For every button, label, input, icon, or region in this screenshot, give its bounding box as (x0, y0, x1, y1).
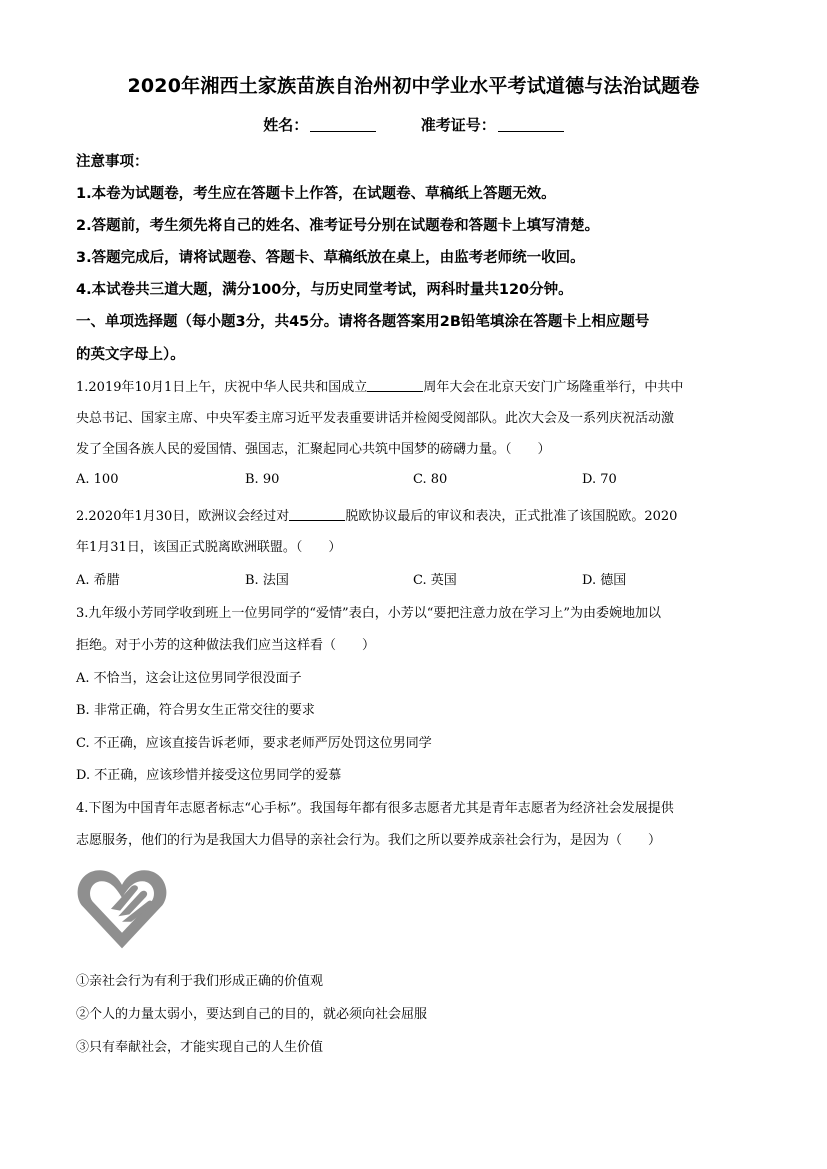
statement-2: ②个人的力量太弱小，要达到自己的目的，就必须向社会屈服 (76, 1007, 428, 1022)
question-1: 1.2019年10月1日上午，庆祝中华人民共和国成立 周年大会在北京天安门广场隆重举行，中共中 (76, 380, 684, 395)
name-blank[interactable] (310, 117, 376, 132)
q1-option-a[interactable]: A. 100 (76, 472, 119, 487)
q1-option-d[interactable]: D. 70 (582, 472, 617, 487)
heart-hand-icon (76, 861, 168, 953)
q1-blank (367, 379, 423, 392)
note-item: 4.本试卷共三道大题，满分100分，与历史同堂考试，两科时量共120分钟。 (76, 282, 573, 298)
section-heading-cont: 的英文字母上）。 (76, 347, 185, 363)
q1-option-c[interactable]: C. 80 (413, 472, 448, 487)
q3-option-c[interactable]: C. 不正确，应该直接告诉老师，要求老师严厉处罚这位男同学 (76, 736, 432, 751)
id-label: 准考证号： (420, 116, 496, 134)
q3-option-d[interactable]: D. 不正确，应该珍惜并接受这位男同学的爱慕 (76, 768, 342, 783)
question-3-line: 拒绝。对于小芳的这种做法我们应当这样看（ ） (76, 638, 376, 653)
q3-option-a[interactable]: A. 不恰当，这会让这位男同学很没面子 (76, 671, 302, 686)
id-blank[interactable] (498, 117, 564, 132)
q1-option-b[interactable]: B. 90 (245, 472, 280, 487)
q2-blank (289, 508, 345, 521)
name-label: 姓名： (263, 116, 309, 134)
exam-title: 2020年湘西土家族苗族自治州初中学业水平考试道德与法治试题卷 (127, 75, 700, 97)
note-item: 3.答题完成后，请将试题卷、答题卡、草稿纸放在桌上，由监考老师统一收回。 (76, 250, 585, 266)
question-2: 2.2020年1月30日，欧洲议会经过对 脱欧协议最后的审议和表决，正式批准了该国脱欧。2020 (76, 509, 678, 524)
question-2-line: 年1月31日，该国正式脱离欧洲联盟。（ ） (76, 540, 342, 555)
candidate-info (0, 114, 827, 135)
section-heading: 一、单项选择题（每小题3分，共45分。请将各题答案用2B铅笔填涂在答题卡上相应题号 (76, 314, 650, 330)
question-4: 4.下图为中国青年志愿者标志“心手标”。我国每年都有很多志愿者尤其是青年志愿者为经济社会发展提供 (76, 801, 674, 816)
note-item: 2.答题前，考生须先将自己的姓名、准考证号分别在试题卷和答题卡上填写清楚。 (76, 218, 600, 234)
q2-option-c[interactable]: C. 英国 (413, 573, 457, 588)
question-4-line: 志愿服务，他们的行为是我国大力倡导的亲社会行为。我们之所以要养成亲社会行为，是因为（ ） (76, 833, 662, 848)
note-item: 1.本卷为试题卷，考生应在答题卡上作答，在试题卷、草稿纸上答题无效。 (76, 186, 556, 202)
statement-1: ①亲社会行为有利于我们形成正确的价值观 (76, 974, 324, 989)
question-3: 3.九年级小芳同学收到班上一位男同学的“爱情”表白，小芳以“要把注意力放在学习上”为由委婉地加以 (76, 606, 661, 621)
q3-option-b[interactable]: B. 非常正确，符合男女生正常交往的要求 (76, 703, 315, 718)
question-1-line: 央总书记、国家主席、中央军委主席习近平发表重要讲话并检阅受阅部队。此次大会及一系列庆祝活动激 (76, 411, 675, 426)
question-1-line: 发了全国各族人民的爱国情、强国志，汇聚起同心共筑中国梦的磅礴力量。（ ） (76, 442, 551, 457)
statement-3: ③只有奉献社会，才能实现自己的人生价值 (76, 1040, 324, 1055)
notes-heading: 注意事项： (76, 154, 149, 170)
q2-option-d[interactable]: D. 德国 (582, 573, 627, 588)
q2-option-b[interactable]: B. 法国 (245, 573, 289, 588)
q2-option-a[interactable]: A. 希腊 (76, 573, 120, 588)
